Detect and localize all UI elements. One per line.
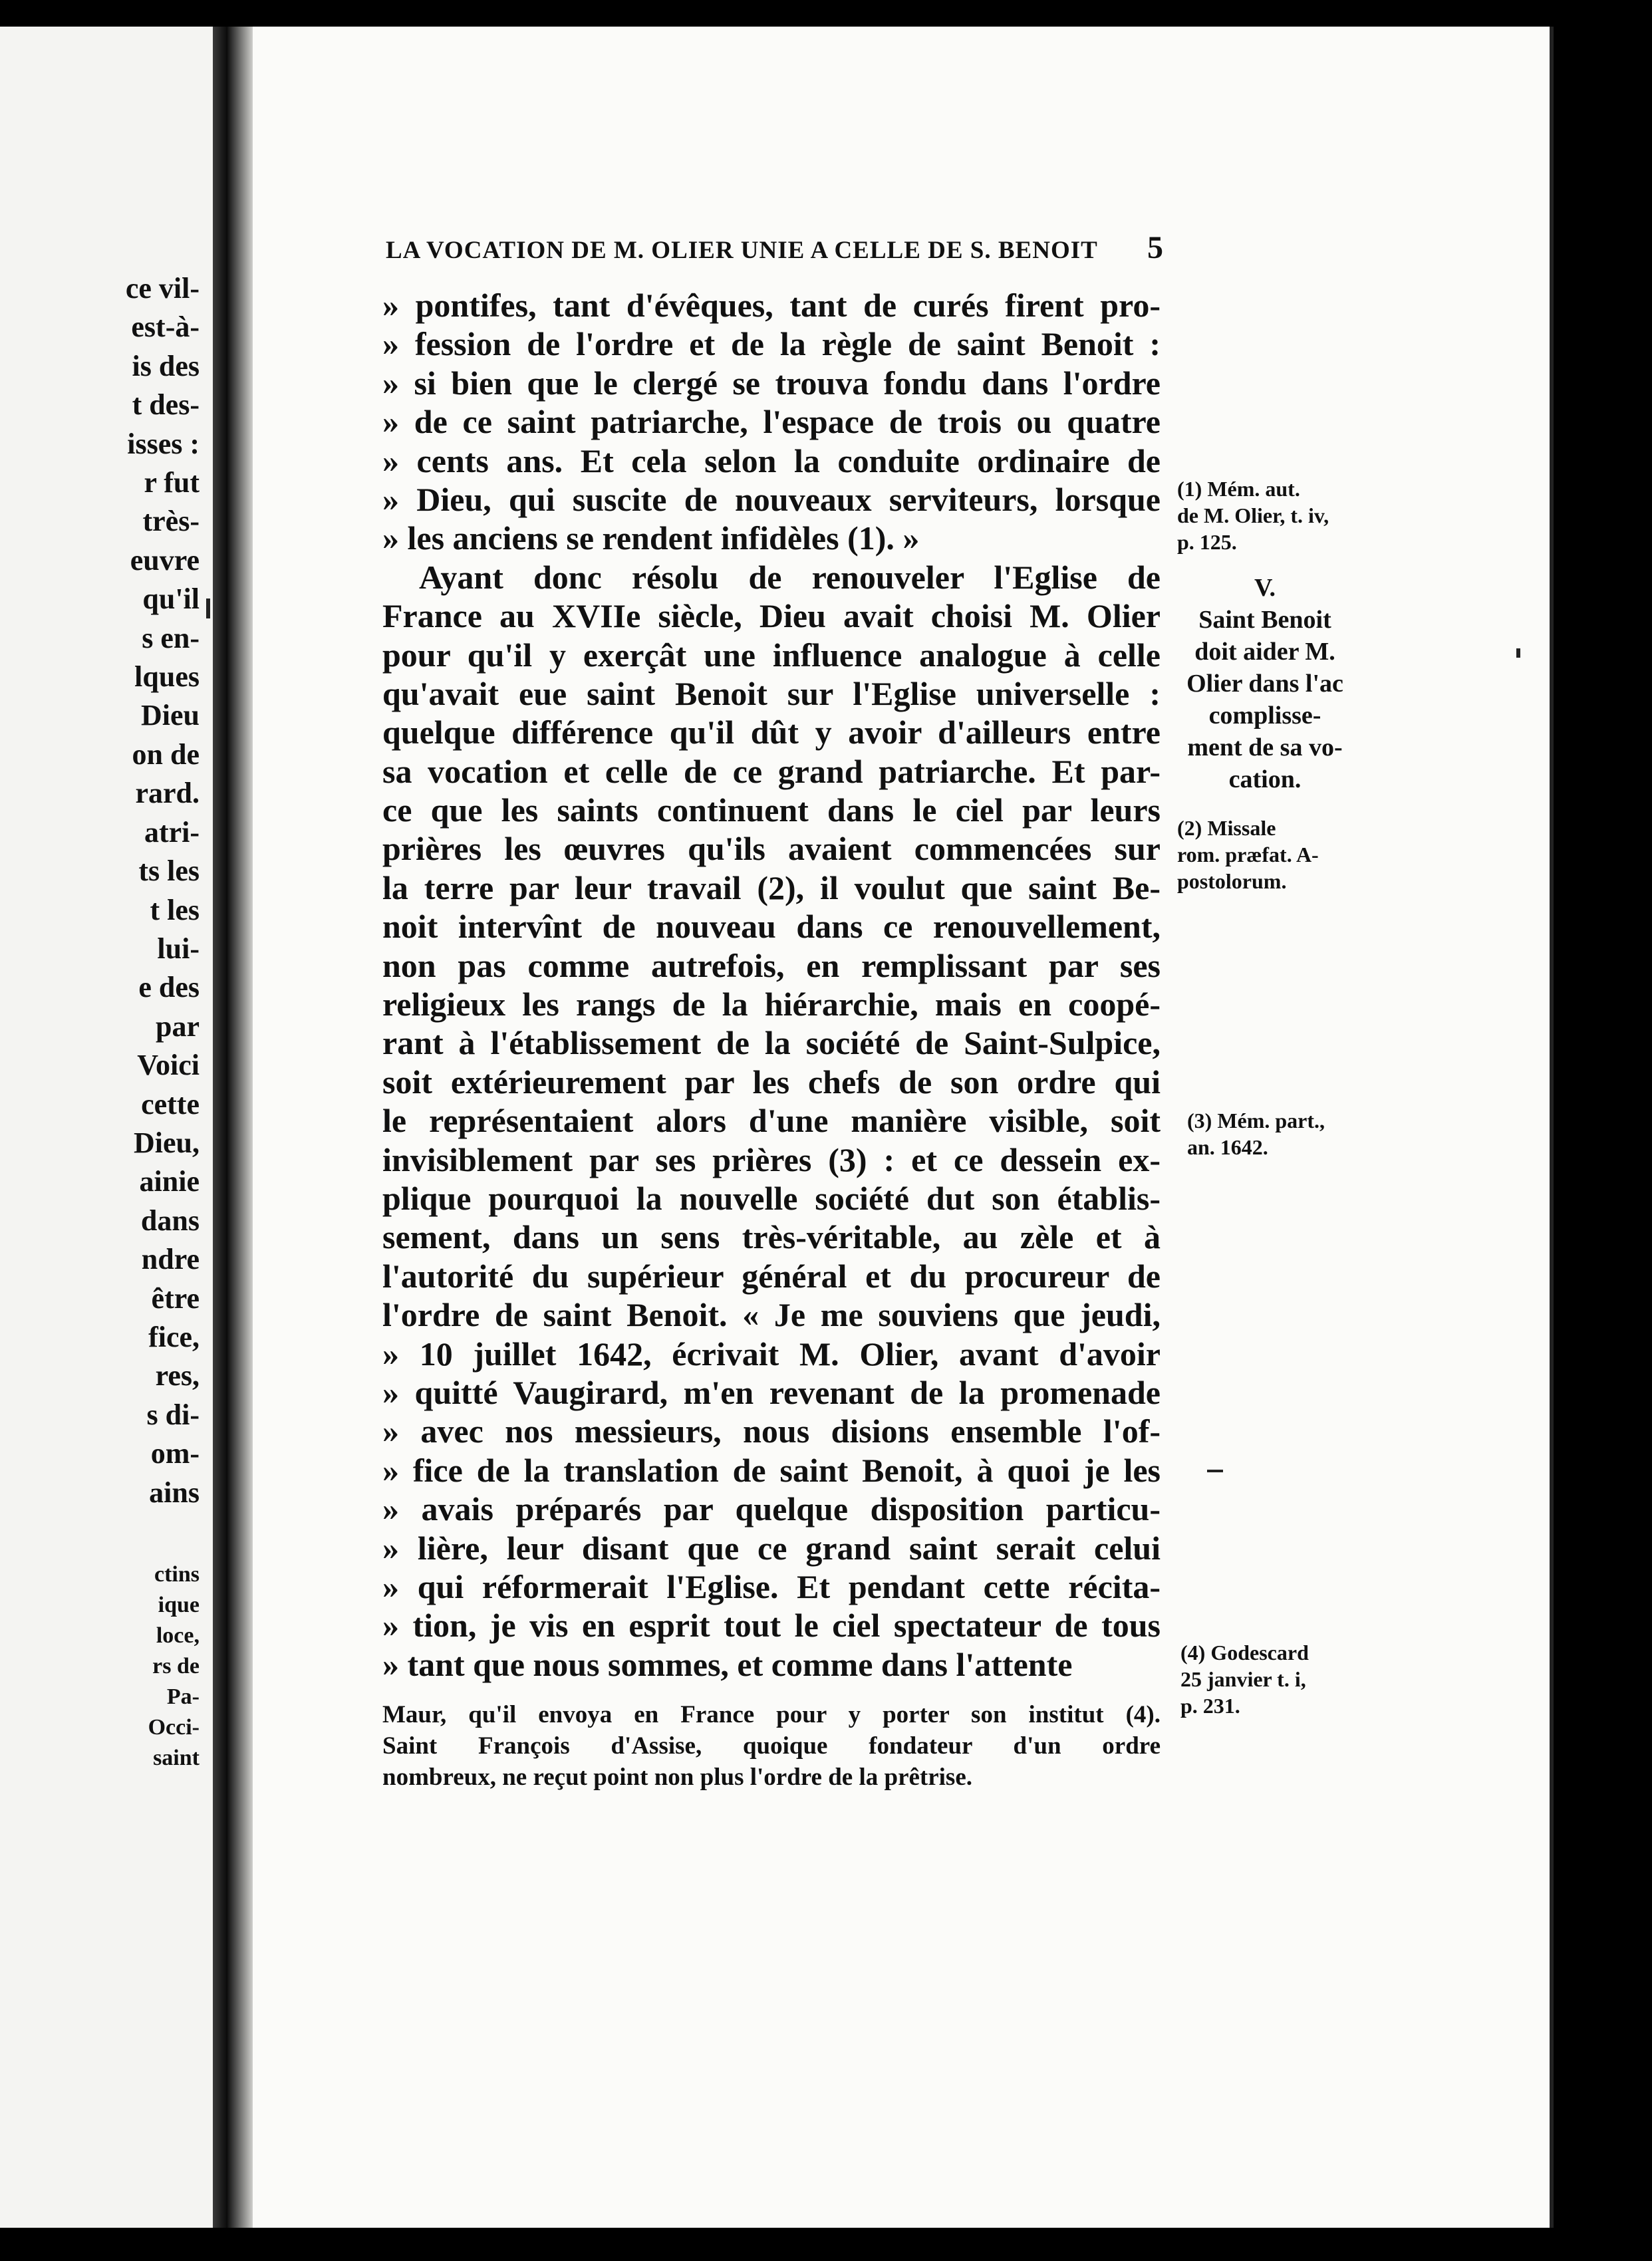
text-line: religieux les rangs de la hiérarchie, mais en coopé- [382, 986, 1161, 1023]
sidenote-line: ment de sa vo- [1187, 733, 1343, 761]
margin-note-4 [1180, 1639, 1309, 1719]
text-line: noit intervînt de nouveau dans ce renouvellement, [382, 908, 1161, 946]
text-line: » les anciens se rendent infidèles (1). » [382, 519, 920, 557]
text-line: » avais préparés par quelque disposition particu- [382, 1490, 1161, 1528]
margin-note-line: p. 125. [1177, 530, 1237, 554]
previous-page-note-line: Pa- [166, 1684, 200, 1709]
previous-page-line: r fut [144, 466, 200, 499]
margin-note-line: p. 231. [1180, 1694, 1240, 1718]
margin-note-line: (1) Mém. aut. [1177, 477, 1300, 501]
previous-page-line: Dieu [141, 699, 200, 732]
sidenote-number: V. [1254, 574, 1276, 602]
text-line: non pas comme autrefois, en remplissant par ses [382, 946, 1161, 984]
footnote-line: Maur, qu'il envoya en France pour y porter son institut (4). [382, 1701, 1161, 1728]
previous-page-line: ainie [139, 1165, 200, 1198]
previous-page-line: rard. [135, 777, 200, 810]
previous-page-line: e des [138, 971, 200, 1004]
margin-note-line: (3) Mém. part., [1187, 1109, 1325, 1132]
text-line: l'autorité du supérieur général et du procureur de [382, 1257, 1161, 1295]
text-line: prières les œuvres qu'ils avaient commencées sur [382, 830, 1161, 868]
previous-page-text [0, 269, 200, 1512]
text-line: Ayant donc résolu de renouveler l'Eglise de [419, 558, 1161, 596]
bleed-mark [1516, 648, 1520, 658]
previous-page-line: est-à- [131, 311, 200, 344]
previous-page-line: lques [134, 660, 200, 694]
previous-page-line: res, [155, 1359, 200, 1393]
text-line: » qui réformerait l'Eglise. Et pendant cette récita- [382, 1567, 1161, 1605]
margin-note-line: (2) Missale [1177, 816, 1276, 840]
text-line: » pontifes, tant d'évêques, tant de curés firent pro- [382, 287, 1161, 324]
text-line: France au XVIIe siècle, Dieu avait choisi M. Olier [382, 597, 1161, 635]
text-line: qu'avait eue saint Benoit sur l'Eglise universelle : [382, 674, 1161, 712]
margin-note-line: an. 1642. [1187, 1135, 1268, 1159]
previous-page-line: atri- [144, 815, 200, 849]
margin-note-3 [1187, 1107, 1325, 1160]
previous-page-line: ts les [138, 855, 200, 888]
page-fold-shadow [227, 27, 253, 2228]
text-line: » si bien que le clergé se trouva fondu dans l'ordre [382, 364, 1161, 402]
previous-page-line: dans [140, 1204, 200, 1237]
previous-page-line: isses : [127, 427, 200, 460]
previous-page-line: s en- [142, 621, 200, 654]
margin-note-line: postolorum. [1177, 869, 1287, 893]
text-line: » Dieu, qui suscite de nouveaux serviteurs, lorsque [382, 480, 1161, 518]
margin-note-2 [1177, 815, 1319, 894]
section-sidenote [1172, 572, 1358, 795]
sidenote-line: Olier dans l'ac [1186, 670, 1343, 698]
running-header [386, 229, 1164, 266]
running-title: LA VOCATION DE M. OLIER UNIE A CELLE DE S. BENOIT [386, 237, 1098, 264]
text-line: la terre par leur travail (2), il voulut que saint Be- [382, 868, 1161, 906]
text-line: ce que les saints continuent dans le ciel par leurs [382, 791, 1161, 829]
text-line: » cents ans. Et cela selon la conduite ordinaire de [382, 442, 1161, 479]
previous-page-line: t les [150, 893, 200, 926]
previous-page-line: om- [150, 1437, 200, 1470]
sidenote-line: cation. [1228, 765, 1302, 793]
bleed-mark [1207, 1470, 1223, 1472]
previous-page-line: cette [141, 1087, 200, 1121]
previous-page-note-line: saint [153, 1746, 200, 1770]
previous-page-line: euvre [130, 543, 200, 577]
text-line: sement, dans un sens très-véritable, au zèle et à [382, 1218, 1161, 1256]
previous-page-line: ains [149, 1476, 200, 1509]
text-line: pour qu'il y exerçât une influence analogue à celle [382, 636, 1161, 674]
previous-page-line: être [151, 1281, 200, 1315]
sidenote-line: Saint Benoit [1198, 606, 1331, 634]
previous-page-line: ce vil- [125, 272, 200, 305]
text-line: » 10 juillet 1642, écrivait M. Olier, avant d'avoir [382, 1335, 1161, 1373]
previous-page-line: très- [142, 505, 200, 538]
previous-page-line: fice, [148, 1320, 200, 1353]
previous-page-line: lui- [157, 932, 200, 965]
page-number: 5 [1147, 230, 1164, 265]
previous-page-line: is des [132, 349, 200, 382]
previous-page-line: qu'il [142, 583, 200, 616]
text-line: rant à l'établissement de la société de Saint-Sulpice, [382, 1024, 1161, 1062]
previous-page-line: Voici [137, 1049, 200, 1082]
text-line: quelque différence qu'il dût y avoir d'ailleurs entre [382, 714, 1161, 751]
text-line: invisiblement par ses prières (3) : et ce dessein ex- [382, 1140, 1161, 1178]
sidenote-line: doit aider M. [1194, 638, 1335, 666]
page-gutter [213, 27, 227, 2228]
margin-note-line: rom. præfat. A- [1177, 843, 1319, 866]
previous-page-line: on de [132, 737, 200, 771]
text-line: » fice de la translation de saint Benoit, à quoi je les [382, 1451, 1161, 1489]
text-line: sa vocation et celle de ce grand patriarche. Et par- [382, 752, 1161, 790]
footnote-line: nombreux, ne reçut point non plus l'ordre de la prêtrise. [382, 1764, 973, 1791]
previous-page-line: par [156, 1009, 200, 1043]
previous-page-note-line: ique [158, 1593, 200, 1617]
text-line: » avec nos messieurs, nous disions ensemble l'of- [382, 1412, 1161, 1450]
text-line: » fession de l'ordre et de la règle de saint Benoit : [382, 325, 1161, 363]
text-line: » tion, je vis en esprit tout le ciel spectateur de tous [382, 1607, 1161, 1645]
previous-page-line: s di- [146, 1398, 200, 1431]
margin-note-1 [1177, 475, 1329, 555]
previous-page-note-line: rs de [152, 1654, 200, 1678]
bleed-mark [206, 598, 210, 618]
text-line: » tant que nous sommes, et comme dans l'attente [382, 1645, 1073, 1683]
margin-note-line: (4) Godescard [1180, 1641, 1309, 1664]
text-line: plique pourquoi la nouvelle société dut son établis- [382, 1179, 1161, 1217]
text-line: soit extérieurement par les chefs de son ordre qui [382, 1063, 1161, 1101]
text-line: » de ce saint patriarche, l'espace de trois ou quatre [382, 403, 1161, 441]
main-text [382, 286, 1161, 1684]
previous-page-note-line: ctins [154, 1562, 200, 1587]
text-line: le représentaient alors d'une manière visible, soit [382, 1102, 1161, 1140]
footnote-line: Saint François d'Assise, quoique fondateur d'un ordre [382, 1732, 1161, 1760]
previous-page-line: t des- [132, 388, 200, 422]
previous-page-line: Dieu, [134, 1126, 200, 1159]
previous-page-line: ndre [141, 1243, 200, 1276]
footnote-block [382, 1699, 1161, 1793]
sidenote-line: complisse- [1208, 702, 1321, 730]
previous-page-footnotes [0, 1559, 200, 1774]
previous-page-note-line: loce, [156, 1623, 200, 1648]
margin-note-line: 25 janvier t. i, [1180, 1667, 1306, 1691]
previous-page-note-line: Occi- [148, 1715, 200, 1740]
text-line: l'ordre de saint Benoit. « Je me souviens que jeudi, [382, 1296, 1161, 1334]
text-line: » quitté Vaugirard, m'en revenant de la promenade [382, 1373, 1161, 1411]
page-edge [1550, 27, 1554, 2228]
text-line: » lière, leur disant que ce grand saint serait celui [382, 1529, 1161, 1567]
margin-note-line: de M. Olier, t. iv, [1177, 503, 1329, 527]
